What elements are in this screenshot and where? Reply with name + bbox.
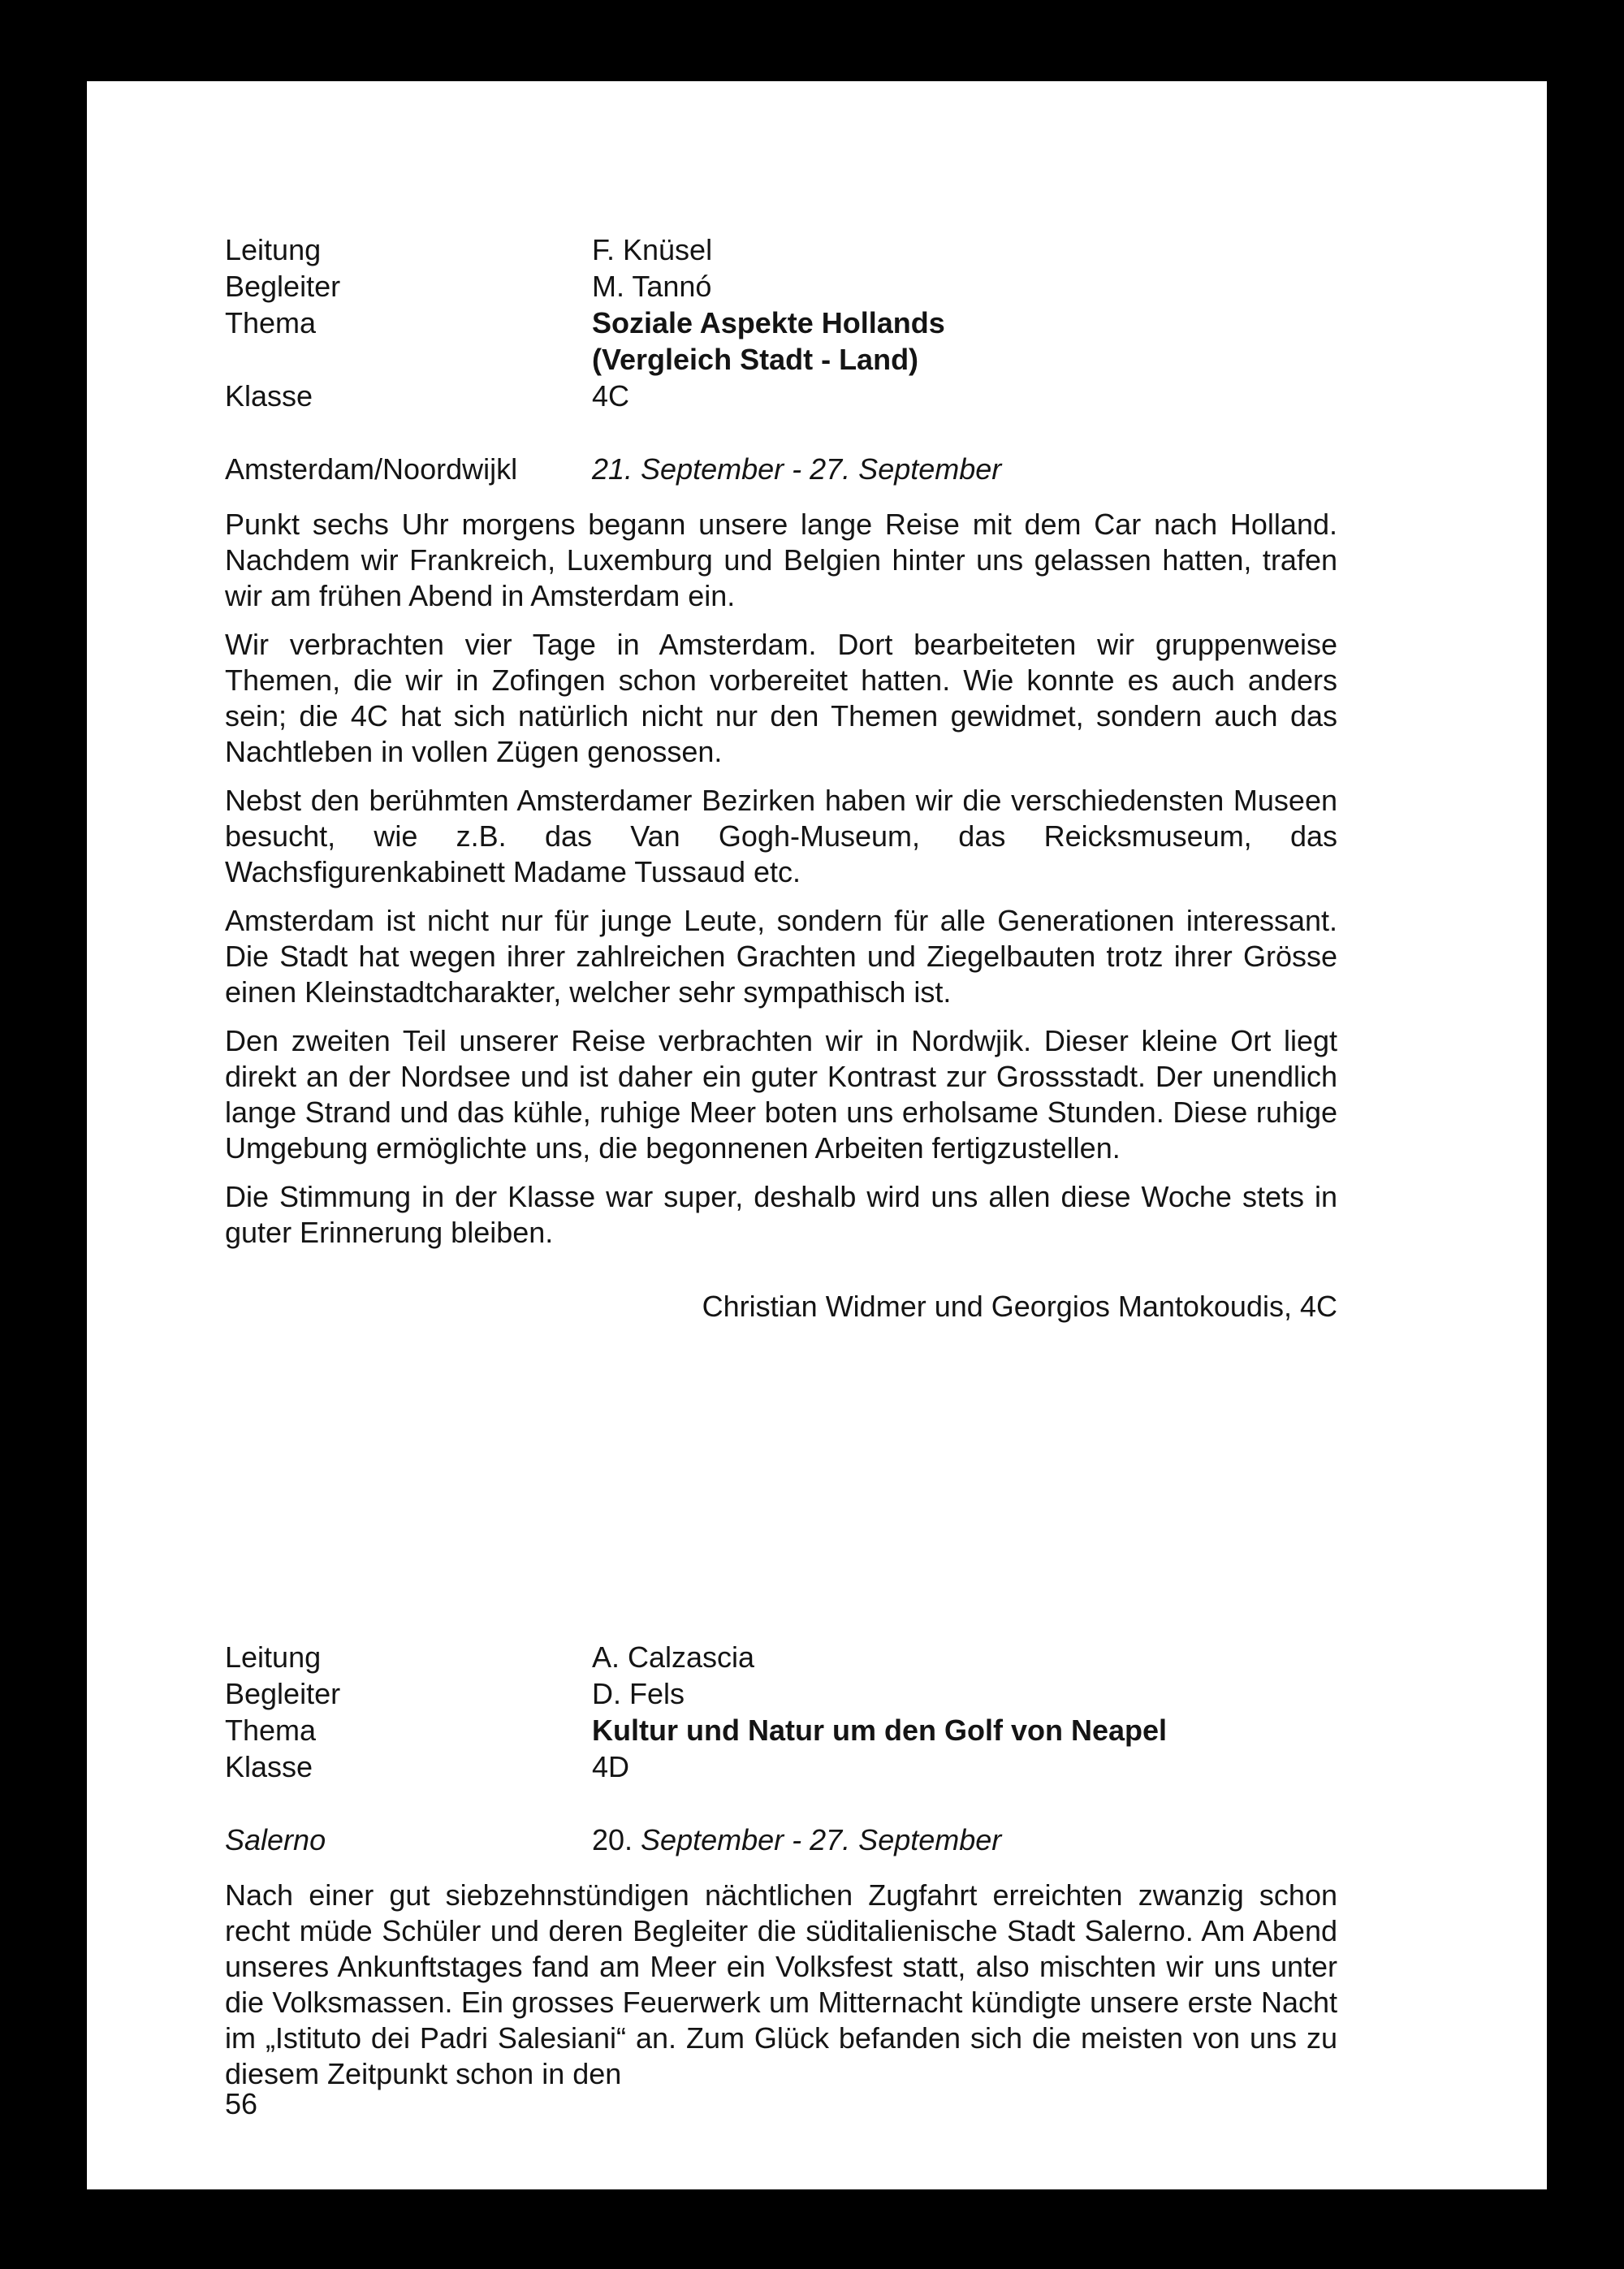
meta-label: Leitung xyxy=(225,1640,322,1674)
place: Salerno xyxy=(225,1823,326,1856)
meta-label: Leitung xyxy=(225,233,322,266)
meta-row-thema-cont xyxy=(225,341,1337,378)
meta-value-topic: Kultur und Natur um den Golf von Neapel xyxy=(592,1714,1168,1747)
meta-value-topic: Soziale Aspekte Hollands xyxy=(592,306,945,339)
signature: Christian Widmer und Georgios Mantokoudis, 4C xyxy=(702,1290,1337,1323)
paragraph: Punkt sechs Uhr morgens begann unsere lange Reise mit dem Car nach Holland. Nachdem wir Frankreich, Luxemburg und Belgien hinter uns gelassen hatten, trafen wir am frühen Abend in Amsterdam ein. xyxy=(225,508,1337,612)
dates xyxy=(592,1822,1337,1858)
meta-label: Begleiter xyxy=(225,1677,341,1710)
meta-label xyxy=(225,341,592,378)
meta-value: A. Calzascia xyxy=(592,1640,755,1674)
paragraph: Amsterdam ist nicht nur für junge Leute, sondern für alle Generationen interessant. Die Stadt hat wegen ihrer zahlreichen Grachten und Ziegelbauten trotz ihrer Grösse einen Kleinstadtcharakter, welcher sehr sympathisch ist. xyxy=(225,904,1337,1009)
meta-row-leitung xyxy=(225,1639,1337,1675)
meta-row-klasse xyxy=(225,378,1337,414)
meta-row-begleiter xyxy=(225,268,1337,305)
dates-range: September - 27. September xyxy=(633,1823,1002,1856)
meta-value-topic-subtitle: (Vergleich Stadt - Land) xyxy=(592,343,919,376)
meta-label: Klasse xyxy=(225,379,313,413)
meta-value: 4C xyxy=(592,379,630,413)
paragraph: Nebst den berühmten Amsterdamer Bezirken haben wir die verschiedensten Museen besucht, wie z.B. das Van Gogh-Museum, das Reicksmuseum, das Wachsfigurenkabinett Madame Tussaud etc. xyxy=(225,784,1337,888)
meta-row-thema xyxy=(225,305,1337,341)
meta-row-begleiter xyxy=(225,1675,1337,1712)
dates-day: 20. xyxy=(592,1823,633,1856)
meta-row-leitung xyxy=(225,231,1337,268)
place-date-row xyxy=(225,1822,1337,1858)
place-date-row xyxy=(225,451,1337,487)
place: Amsterdam/Noordwijkl xyxy=(225,452,518,486)
paragraph: Wir verbrachten vier Tage in Amsterdam. Dort bearbeiteten wir gruppenweise Themen, die wir in Zofingen schon vorbereitet hatten. Wie konnte es auch anders sein; die 4C hat sich natürlich nicht nur den Themen gewidmet, sondern auch das Nachtleben in vollen Zügen genossen. xyxy=(225,628,1337,768)
document-page xyxy=(87,81,1547,2189)
meta-label: Thema xyxy=(225,306,317,339)
meta-label: Klasse xyxy=(225,1750,313,1783)
report-holland xyxy=(225,231,1337,1325)
meta-row-thema xyxy=(225,1712,1337,1748)
report-salerno xyxy=(225,1639,1337,2105)
page-number: 56 xyxy=(225,2087,258,2120)
paragraph: Die Stimmung in der Klasse war super, deshalb wird uns allen diese Woche stets in guter Erinnerung bleiben. xyxy=(225,1180,1337,1249)
meta-value: D. Fels xyxy=(592,1677,685,1710)
meta-label: Begleiter xyxy=(225,270,341,303)
meta-value: M. Tannó xyxy=(592,270,712,303)
meta-row-klasse xyxy=(225,1748,1337,1785)
meta-value: F. Knüsel xyxy=(592,233,713,266)
paragraph: Den zweiten Teil unserer Reise verbrachten wir in Nordwjik. Dieser kleine Ort liegt direkt an der Nordsee und ist daher ein guter Kontrast zur Grossstadt. Der unendlich lange Strand und das kühle, ruhige Meer boten uns erholsame Stunden. Diese ruhige Umgebung ermöglichte uns, die begonnenen Arbeiten fertigzustellen. xyxy=(225,1024,1337,1165)
dates: 21. September - 27. September xyxy=(592,452,1002,486)
meta-value: 4D xyxy=(592,1750,630,1783)
meta-label: Thema xyxy=(225,1714,317,1747)
paragraph: Nach einer gut siebzehnstündigen nächtlichen Zugfahrt erreichten zwanzig schon recht müde Schüler und deren Begleiter die süditalienische Stadt Salerno. Am Abend unseres Ankunftstages fand am Meer ein Volksfest statt, also mischten wir uns unter die Volksmassen. Ein grosses Feuerwerk um Mitternacht kündigte unsere erste Nacht im „Istituto dei Padri Salesiani“ an. Zum Glück befanden sich die meisten von uns zu diesem Zeitpunkt schon in den xyxy=(225,1878,1337,2090)
